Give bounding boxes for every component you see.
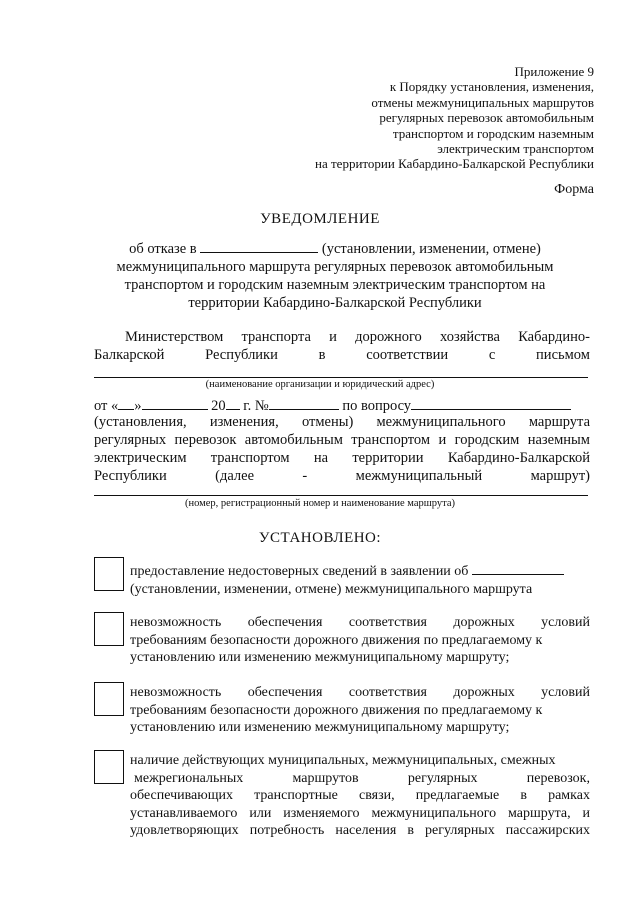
route-caption: (номер, регистрационный номер и наименование маршрута): [184, 498, 456, 509]
option-1-line-1: [130, 560, 590, 581]
appendix-line: электрическим транспортом: [437, 141, 594, 157]
option-3-line-3: установлению или изменению межмуниципальному маршруту;: [130, 720, 510, 735]
word: условий: [541, 615, 590, 630]
option-3-text: [130, 684, 590, 737]
word: в: [407, 823, 414, 838]
appendix-line: Приложение 9: [514, 64, 594, 79]
word: перевозок,: [526, 770, 590, 786]
word: регулярных: [425, 823, 495, 838]
word: транспортом: [210, 450, 290, 466]
appendix-line: на территории Кабардино-Балкарской Республики: [315, 156, 594, 172]
word: и: [438, 432, 447, 448]
option-1-text: [130, 560, 590, 598]
word: отмены): [301, 414, 354, 430]
option-1-blank[interactable]: [472, 560, 564, 575]
route-field-line[interactable]: [94, 495, 588, 496]
subtitle-line-2: межмуниципального маршрута регулярных перевозок автомобильным: [116, 259, 554, 275]
word: автомобильным: [244, 432, 343, 448]
document-title: УВЕДОМЛЕНИЕ: [260, 211, 380, 227]
option-4-checkbox[interactable]: [94, 750, 124, 784]
paragraph-1-line-1: [125, 328, 590, 346]
day-blank[interactable]: [118, 395, 134, 410]
word: устанавливаемого: [130, 805, 238, 821]
word: Республики: [205, 347, 278, 363]
word: (далее: [215, 468, 255, 484]
word: и: [329, 329, 337, 345]
established-heading: УСТАНОВЛЕНО:: [258, 530, 382, 546]
word: межрегиональных: [134, 770, 244, 786]
word: на: [313, 450, 329, 466]
option-4-line-2: [130, 770, 590, 788]
word: дорожных: [453, 685, 515, 700]
word: связи,: [358, 788, 395, 803]
word: изменяемого: [283, 805, 360, 821]
word: соответствии: [366, 347, 449, 363]
word: рамках: [548, 788, 590, 803]
word: обеспечения: [247, 615, 323, 630]
word: в: [318, 347, 326, 363]
option-3-checkbox[interactable]: [94, 682, 124, 716]
word: регулярных: [407, 770, 478, 786]
word: Кабардино-Балкарской: [447, 450, 590, 466]
word: потребность: [249, 823, 325, 838]
word: соответствия: [348, 685, 427, 700]
word: маршрут): [530, 468, 590, 484]
word: обеспечивающих: [130, 788, 233, 803]
word: и: [582, 805, 590, 821]
refusal-type-blank[interactable]: [200, 238, 318, 253]
word: маршрута,: [508, 805, 571, 821]
word: условий: [541, 685, 590, 700]
word: регулярных: [94, 432, 167, 448]
date-quote: »: [134, 398, 142, 414]
question-blank[interactable]: [411, 395, 571, 410]
organization-field-line[interactable]: [94, 377, 588, 378]
option-3-line-2: требованиям безопасности дорожного движения по предлагаемому к: [130, 702, 543, 718]
letter-number-blank[interactable]: [269, 395, 339, 410]
word: Республики: [94, 468, 167, 484]
word: удовлетворяющих: [130, 823, 239, 838]
date-number-line: [94, 395, 590, 415]
word: или: [249, 805, 272, 821]
option-2-line-2: требованиям безопасности дорожного движения по предлагаемому к: [130, 632, 543, 648]
option-4-line-3: [130, 787, 590, 805]
word: дорожных: [453, 615, 515, 630]
subtitle-line-3: транспортом и городским наземным электрическим транспортом на: [124, 277, 546, 293]
word: межмуниципального: [376, 414, 506, 430]
word: межмуниципальный: [355, 468, 483, 484]
paragraph-2-line-3: [94, 449, 590, 467]
word: обеспечения: [247, 685, 323, 700]
word: городским: [454, 432, 520, 448]
subtitle-suffix: (установлении, изменении, отмене): [321, 241, 541, 257]
word: (установления,: [94, 414, 187, 430]
word: в: [520, 788, 527, 803]
option-2-checkbox[interactable]: [94, 612, 124, 646]
word: -: [302, 468, 308, 484]
word: маршрута: [528, 414, 590, 430]
word: изменения,: [209, 414, 279, 430]
option-2-line-3: установлению или изменению межмуниципальному маршруту;: [130, 650, 510, 665]
number-label: г. №: [243, 398, 269, 414]
document-subtitle: [80, 238, 590, 312]
word: перевозок: [174, 432, 237, 448]
subtitle-prefix: об отказе в: [129, 241, 197, 257]
word: транспорта: [241, 329, 311, 345]
question-label: по вопросу: [342, 398, 412, 414]
word: транспортные: [254, 788, 338, 803]
word: Балкарской: [94, 347, 165, 363]
organization-caption: (наименование организации и юридический адрес): [205, 379, 435, 390]
appendix-line: отмены межмуниципальных маршрутов: [371, 94, 594, 110]
word: маршрутов: [292, 770, 359, 786]
option-4-line-4: [130, 805, 590, 823]
option-2-line-1: [130, 614, 590, 632]
word: невозможность: [130, 615, 222, 630]
word: территории: [352, 450, 424, 466]
subtitle-line-4: территории Кабардино-Балкарской Республики: [188, 295, 482, 311]
appendix-line: регулярных перевозок автомобильным: [379, 110, 594, 126]
appendix-line: к Порядку установления, изменения,: [389, 79, 594, 95]
paragraph-2-line-2: [94, 431, 590, 449]
date-prefix: от «: [94, 398, 119, 414]
word: предлагаемые: [415, 788, 500, 803]
word: хозяйства: [440, 329, 500, 345]
option-1-checkbox[interactable]: [94, 557, 124, 591]
word: наземным: [527, 432, 590, 448]
word: пассажирских: [505, 823, 590, 838]
appendix-line: транспортом и городским наземным: [392, 125, 594, 141]
word: Министерством: [125, 329, 224, 345]
option-4-line-1: наличие действующих муниципальных, межмуниципальных, смежных: [130, 753, 556, 768]
year-prefix: 20: [211, 398, 226, 414]
option-4-text: [130, 752, 590, 840]
paragraph-1-line-2: [94, 346, 590, 364]
word: невозможность: [130, 685, 222, 700]
word: транспортом: [351, 432, 431, 448]
word: Кабардино-: [518, 329, 590, 345]
word: населения: [335, 823, 397, 838]
word: межмуниципального: [371, 805, 497, 821]
option-1-prefix: предоставление недостоверных сведений в заявлении об: [130, 564, 469, 579]
subtitle-line-1: [80, 238, 590, 258]
form-label: Форма: [554, 182, 594, 197]
word: с: [488, 347, 496, 363]
month-blank[interactable]: [142, 395, 208, 410]
option-3-line-1: [130, 684, 590, 702]
paragraph-2-line-4: [94, 467, 590, 485]
word: письмом: [536, 347, 590, 363]
option-2-text: [130, 614, 590, 667]
option-1-line-2: (установлении, изменении, отмене) межмуниципального маршрута: [130, 581, 533, 597]
word: дорожного: [355, 329, 422, 345]
year-blank[interactable]: [226, 395, 240, 410]
word: электрическим: [94, 450, 187, 466]
appendix-header: [315, 64, 594, 172]
word: соответствия: [348, 615, 427, 630]
paragraph-2-line-1: [94, 413, 590, 431]
option-4-line-5: [130, 822, 590, 840]
